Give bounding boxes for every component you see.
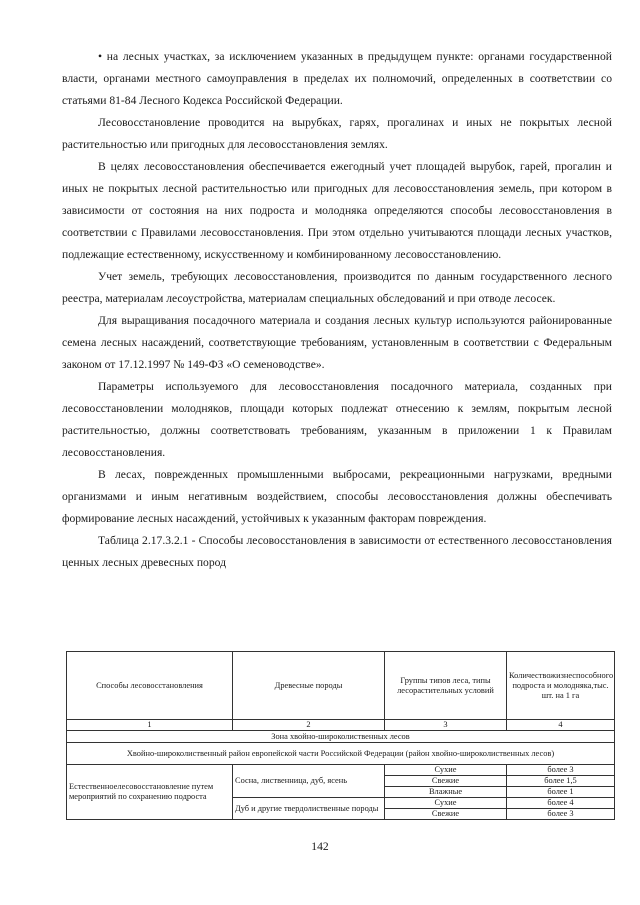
header-forest-types: Группы типов леса, типы лесорастительных условий xyxy=(385,652,507,720)
paragraph: В целях лесовосстановления обеспечивается ежегодный учет площадей вырубок, гарей, прогалин и иных не покрытых лесной растительностью или пригодных для лесовосстановления земель, при котором в зависимости от состояния на них подроста и молодняка определяются способы лесовосстановления в соответствии с Правилами лесовосстановления. При этом отдельно учитываются площади лесных участков, подлежащие естественному, искусственному и комбинированному лесовосстановлению. xyxy=(62,160,612,261)
amount-cell: более 1,5 xyxy=(507,776,615,787)
column-number: 1 xyxy=(67,720,233,731)
species-cell: Дуб и другие твердолиственные породы xyxy=(233,798,385,820)
forest-restoration-table xyxy=(66,651,615,820)
amount-cell: более 1 xyxy=(507,787,615,798)
header-method: Способы лесовосстановления xyxy=(67,652,233,720)
paragraph: Учет земель, требующих лесовосстановления, производится по данным государственного лесного реестра, материалам лесоустройства, материалам специальных обследований и при отводе лесосек. xyxy=(62,270,612,305)
forest-type-cell: Сухие xyxy=(385,765,507,776)
paragraph-bullet: • на лесных участках, за исключением указанных в предыдущем пункте: органами государственной власти, органами местного самоуправления в пределах их полномочий, определенных в соответствии со статьями 81-84 Лесного Кодекса Российской Федерации. xyxy=(62,50,612,107)
amount-cell: более 3 xyxy=(507,809,615,820)
column-number-row xyxy=(67,720,615,731)
page-number: 142 xyxy=(311,840,329,853)
paragraph: Параметры используемого для лесовосстановления посадочного материала, созданных при лесовосстановлении молодняков, площади которых подлежат отнесению к землям, покрытым лесной растительностью, должны соответствовать требованиям, указанным в приложении 1 к Правилам лесовосстановления. xyxy=(62,380,612,459)
paragraph: Лесовосстановление проводится на вырубках, гарях, прогалинах и иных не покрытых лесной растительностью или пригодных для лесовосстановления землях. xyxy=(62,116,612,151)
table-row xyxy=(67,765,615,776)
header-species: Древесные породы xyxy=(233,652,385,720)
region-row xyxy=(67,743,615,765)
paragraph: Для выращивания посадочного материала и создания лесных культур используются районированные семена лесных насаждений, соответствующие требованиям, установленным в соответствии с Федеральным законом от 17.12.1997 № 149-ФЗ «О семеноводстве». xyxy=(62,314,612,371)
forest-type-cell: Свежие xyxy=(385,809,507,820)
amount-cell: более 4 xyxy=(507,798,615,809)
body-text xyxy=(62,46,612,574)
method-cell: Естественноелесовосстановление путем мероприятий по сохранению подроста xyxy=(67,765,233,820)
column-number: 3 xyxy=(385,720,507,731)
species-cell: Сосна, лиственница, дуб, ясень xyxy=(233,765,385,798)
table-caption: Таблица 2.17.3.2.1 - Способы лесовосстановления в зависимости от естественного лесовосстановления ценных лесных древесных пород xyxy=(62,534,612,569)
header-undergrowth: Количествожизнеспособного подроста и молодняка,тыс. шт. на 1 га xyxy=(507,652,615,720)
zone-row xyxy=(67,731,615,743)
forest-type-cell: Сухие xyxy=(385,798,507,809)
amount-cell: более 3 xyxy=(507,765,615,776)
zone-cell: Зона хвойно-широколиственных лесов xyxy=(67,731,615,743)
region-cell: Хвойно-широколиственный район европейской части Российской Федерации (район хвойно-широколиственных лесов) xyxy=(67,743,615,765)
forest-type-cell: Свежие xyxy=(385,776,507,787)
forest-type-cell: Влажные xyxy=(385,787,507,798)
column-number: 4 xyxy=(507,720,615,731)
column-number: 2 xyxy=(233,720,385,731)
paragraph: В лесах, поврежденных промышленными выбросами, рекреационными нагрузками, вредными организмами и иным негативным воздействием, способы лесовосстановления должны обеспечивать формирование лесных насаждений, устойчивых к указанным факторам повреждения. xyxy=(62,468,612,525)
table-header-row xyxy=(67,652,615,720)
